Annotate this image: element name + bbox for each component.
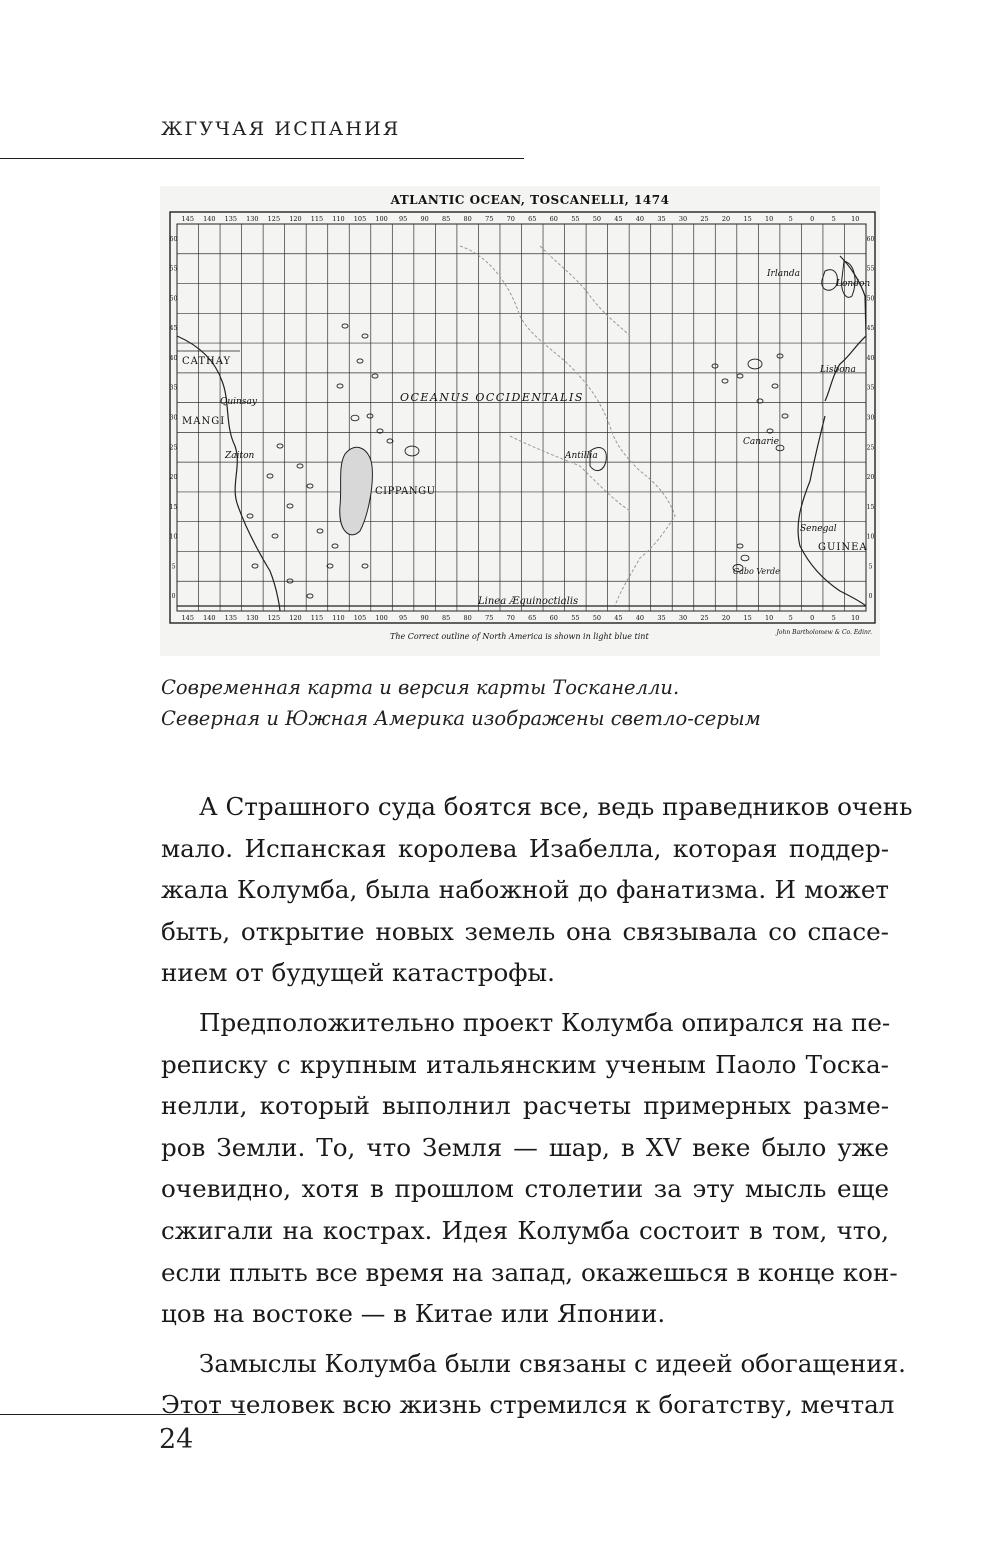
latitude-tick-label: 20 bbox=[866, 474, 875, 482]
longitude-tick-label: 15 bbox=[743, 215, 752, 223]
text-line: нелли, который выполнил расчеты примерных разме- bbox=[161, 1091, 889, 1121]
longitude-tick-label: 45 bbox=[614, 614, 623, 622]
longitude-tick-label: 60 bbox=[549, 614, 558, 622]
longitude-tick-label: 80 bbox=[463, 215, 472, 223]
label-guinea: GUINEA bbox=[818, 542, 868, 553]
header-rule bbox=[0, 158, 524, 159]
latitude-tick-label: 50 bbox=[866, 295, 875, 303]
latitude-tick-label: 45 bbox=[866, 325, 875, 333]
latitude-tick-label: 55 bbox=[169, 265, 178, 273]
longitude-tick-label: 10 bbox=[851, 614, 860, 622]
text-line: цов на востоке — в Китае или Японии. bbox=[161, 1299, 666, 1329]
latitude-tick-label: 55 bbox=[866, 265, 875, 273]
longitude-tick-label: 70 bbox=[506, 215, 515, 223]
longitude-tick-label: 35 bbox=[657, 215, 666, 223]
map-credit: John Bartholomew & Co. Edinr. bbox=[776, 629, 872, 636]
longitude-tick-label: 5 bbox=[831, 614, 836, 622]
map-note: The Correct outline of North America is shown in light blue tint bbox=[390, 632, 649, 641]
latitude-tick-label: 60 bbox=[169, 235, 178, 243]
longitude-tick-label: 50 bbox=[592, 614, 601, 622]
longitude-tick-label: 115 bbox=[310, 215, 324, 223]
text-line: очевидно, хотя в прошлом столетии за эту мысль еще bbox=[161, 1174, 889, 1204]
latitude-tick-label: 40 bbox=[169, 354, 178, 362]
longitude-tick-label: 5 bbox=[788, 614, 793, 622]
text-line: нием от будущей катастрофы. bbox=[161, 958, 555, 988]
longitude-tick-label: 55 bbox=[571, 215, 580, 223]
label-cathay: CATHAY bbox=[182, 356, 232, 367]
longitude-tick-label: 120 bbox=[289, 215, 302, 223]
label-cabo-verde: Cabo Verde bbox=[733, 567, 780, 576]
longitude-tick-label: 0 bbox=[810, 614, 815, 622]
map-title: ATLANTIC OCEAN, TOSCANELLI, 1474 bbox=[390, 193, 670, 207]
latitude-tick-label: 15 bbox=[169, 503, 178, 511]
map-figure bbox=[160, 186, 880, 656]
latitude-tick-label: 40 bbox=[866, 354, 875, 362]
label-mangi: MANGI bbox=[182, 416, 226, 427]
longitude-tick-label: 95 bbox=[398, 215, 408, 223]
longitude-tick-label: 40 bbox=[635, 614, 645, 622]
paragraph bbox=[161, 1002, 898, 1335]
paragraph bbox=[161, 786, 913, 994]
longitude-tick-label: 45 bbox=[614, 215, 623, 223]
longitude-tick-label: 125 bbox=[267, 614, 281, 622]
footer-rule bbox=[0, 1414, 246, 1415]
latitude-tick-label: 45 bbox=[169, 325, 178, 333]
longitude-tick-label: 110 bbox=[332, 614, 345, 622]
longitude-tick-label: 35 bbox=[657, 614, 666, 622]
label-london: London bbox=[836, 279, 871, 289]
latitude-tick-label: 25 bbox=[169, 444, 178, 452]
latitude-tick-label: 35 bbox=[169, 384, 178, 392]
longitude-tick-label: 130 bbox=[246, 614, 259, 622]
page-number: 24 bbox=[159, 1424, 194, 1455]
longitude-tick-label: 10 bbox=[851, 215, 860, 223]
latitude-tick-label: 25 bbox=[866, 444, 875, 452]
text-line: А Страшного суда боятся все, ведь праведников очень bbox=[199, 792, 913, 821]
longitude-tick-label: 145 bbox=[181, 215, 194, 223]
latitude-tick-label: 5 bbox=[868, 563, 873, 571]
longitude-tick-label: 30 bbox=[678, 614, 688, 622]
label-canarie: Canarie bbox=[743, 437, 779, 447]
longitude-tick-label: 5 bbox=[831, 215, 836, 223]
latitude-tick-label: 0 bbox=[171, 593, 176, 601]
label-irlanda: Irlanda bbox=[767, 269, 801, 279]
latitude-tick-label: 5 bbox=[171, 563, 176, 571]
longitude-tick-label: 80 bbox=[463, 614, 472, 622]
longitude-tick-label: 0 bbox=[810, 215, 815, 223]
paragraph bbox=[161, 1343, 906, 1426]
longitude-tick-label: 65 bbox=[528, 215, 537, 223]
latitude-tick-label: 30 bbox=[169, 414, 178, 422]
longitude-tick-label: 40 bbox=[635, 215, 645, 223]
longitude-tick-label: 15 bbox=[743, 614, 752, 622]
label-linea: Linea Æquinoctialis bbox=[478, 596, 579, 607]
longitude-tick-label: 20 bbox=[721, 614, 731, 622]
figure-caption bbox=[161, 672, 921, 734]
text-line: мало. Испанская королева Изабелла, которая поддер- bbox=[161, 833, 889, 863]
text-line: Этот человек всю жизнь стремился к богатству, мечтал bbox=[161, 1390, 895, 1420]
longitude-tick-label: 20 bbox=[721, 215, 731, 223]
longitude-tick-label: 5 bbox=[788, 215, 793, 223]
label-cippangu: CIPPANGU bbox=[375, 486, 436, 497]
longitude-tick-label: 95 bbox=[398, 614, 408, 622]
longitude-tick-label: 125 bbox=[267, 215, 281, 223]
longitude-tick-label: 10 bbox=[764, 215, 774, 223]
longitude-tick-label: 30 bbox=[678, 215, 688, 223]
longitude-tick-label: 50 bbox=[592, 215, 601, 223]
label-lisbona: Lisbona bbox=[820, 365, 856, 375]
longitude-tick-label: 140 bbox=[203, 215, 216, 223]
longitude-tick-label: 110 bbox=[332, 215, 345, 223]
label-quinsay: Quinsay bbox=[220, 397, 257, 407]
text-line: ров Земли. То, что Земля — шар, в XV веке было уже bbox=[161, 1132, 889, 1162]
latitude-tick-label: 10 bbox=[169, 533, 178, 541]
longitude-tick-label: 10 bbox=[764, 614, 774, 622]
longitude-tick-label: 105 bbox=[353, 215, 367, 223]
latitude-tick-label: 15 bbox=[866, 503, 875, 511]
label-oceanus: OCEANUS OCCIDENTALIS bbox=[400, 391, 584, 404]
longitude-tick-label: 135 bbox=[224, 614, 238, 622]
running-title: ЖГУЧАЯ ИСПАНИЯ bbox=[161, 118, 401, 140]
longitude-tick-label: 100 bbox=[375, 614, 388, 622]
longitude-tick-label: 55 bbox=[571, 614, 580, 622]
longitude-tick-label: 100 bbox=[375, 215, 388, 223]
label-antillia: Antillia bbox=[565, 451, 598, 461]
text-line: сжигали на кострах. Идея Колумба состоит в том, что, bbox=[161, 1215, 889, 1245]
longitude-tick-label: 90 bbox=[420, 614, 429, 622]
text-line: реписку с крупным итальянским ученым Паоло Тоска- bbox=[161, 1049, 889, 1079]
longitude-tick-label: 120 bbox=[289, 614, 302, 622]
longitude-tick-label: 140 bbox=[203, 614, 216, 622]
label-senegal: Senegal bbox=[800, 524, 837, 534]
longitude-tick-label: 90 bbox=[420, 215, 429, 223]
latitude-tick-label: 60 bbox=[866, 235, 875, 243]
latitude-tick-label: 30 bbox=[866, 414, 875, 422]
longitude-tick-label: 75 bbox=[485, 215, 494, 223]
longitude-tick-label: 70 bbox=[506, 614, 515, 622]
longitude-tick-label: 105 bbox=[353, 614, 367, 622]
text-line: быть, открытие новых земель она связывала со спасе- bbox=[161, 916, 889, 946]
longitude-tick-label: 135 bbox=[224, 215, 238, 223]
longitude-tick-label: 115 bbox=[310, 614, 324, 622]
caption-line: Современная карта и версия карты Тосканелли. bbox=[161, 676, 680, 699]
longitude-tick-label: 145 bbox=[181, 614, 194, 622]
toscanelli-map bbox=[160, 186, 880, 656]
longitude-tick-label: 130 bbox=[246, 215, 259, 223]
caption-line: Северная и Южная Америка изображены светло-серым bbox=[161, 707, 761, 730]
longitude-tick-label: 25 bbox=[700, 215, 709, 223]
text-line: Предположительно проект Колумба опирался на пе- bbox=[199, 1007, 891, 1037]
text-line: если плыть все время на запад, окажешься в конце кон- bbox=[161, 1257, 898, 1287]
label-zaiton: Zaiton bbox=[225, 451, 255, 461]
text-line: Замыслы Колумба были связаны с идеей обогащения. bbox=[199, 1348, 906, 1378]
longitude-tick-label: 25 bbox=[700, 614, 709, 622]
text-line: жала Колумба, была набожной до фанатизма. И может bbox=[161, 875, 889, 905]
latitude-tick-label: 10 bbox=[866, 533, 875, 541]
longitude-tick-label: 65 bbox=[528, 614, 537, 622]
longitude-tick-label: 60 bbox=[549, 215, 558, 223]
body-text bbox=[161, 786, 913, 1434]
latitude-tick-label: 20 bbox=[169, 474, 178, 482]
latitude-tick-label: 35 bbox=[866, 384, 875, 392]
latitude-tick-label: 50 bbox=[169, 295, 178, 303]
longitude-tick-label: 85 bbox=[442, 614, 451, 622]
latitude-tick-label: 0 bbox=[868, 593, 873, 601]
longitude-tick-label: 85 bbox=[442, 215, 451, 223]
longitude-tick-label: 75 bbox=[485, 614, 494, 622]
